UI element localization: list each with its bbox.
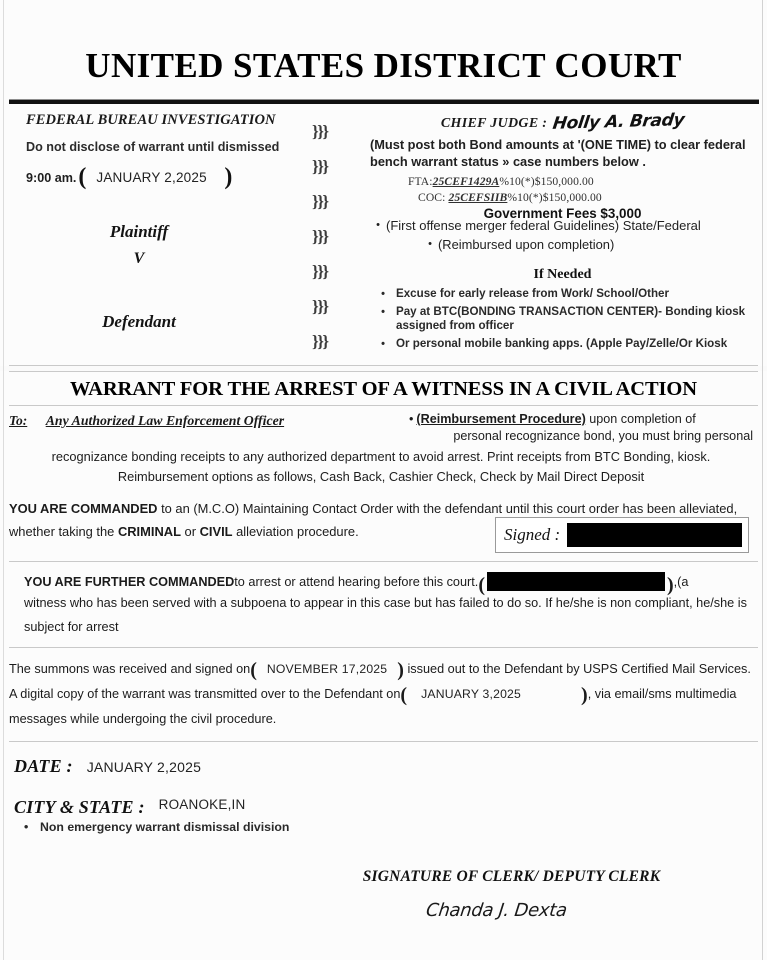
further-commanded-block [0,562,767,647]
commanded-body-2: alleviation procedure. [232,523,359,539]
to-label: To: [9,412,28,428]
reimbursement-procedure-block [409,411,753,446]
paren-open-icon: ( [400,684,408,707]
further-commanded-trailing: ,(a [673,574,689,589]
criminal-keyword: CRIMINAL [117,523,181,539]
summons-block [0,648,767,740]
city-state-label: CITY & STATE : [14,796,145,817]
commanded-lead: YOU ARE COMMANDED [9,501,158,517]
brace-glyph: }}} [312,121,328,141]
bullet-icon: • [381,305,385,318]
bullet-icon: • [428,237,432,250]
brace-glyph: }}} [312,296,328,316]
coc-amount: %10(*)$150,000.00 [507,190,602,204]
summons-part-3: , via email/sms multimedia messages while undergoing the civil procedure. [9,687,737,726]
brace-glyph: }}} [312,261,328,281]
fta-case-line [408,174,755,190]
signature-redaction-bar [567,523,742,547]
plaintiff-label: Plaintiff [109,222,169,242]
paren-open-icon: ( [78,163,87,190]
caption-left-column [12,112,312,359]
bond-posting-instructions: (Must post both Bond amounts at '(ONE TIME) to clear federal bench warrant status » case numbers below . [370,136,746,169]
coc-case-line [418,190,755,206]
brace-glyph: }}} [312,331,328,351]
bullet-icon: • [381,287,385,300]
further-commanded-rest: witness who has been served with a subpoena to appear in this case but has failed to do so. If he/she is non compliant, he/she is subject for arrest [24,596,747,634]
warrant-title: WARRANT FOR THE ARREST OF A WITNESS IN A CIVIL ACTION [70,377,697,400]
masthead [0,48,767,91]
reimbursement-line-4: Reimbursement options as follows, Cash Back, Cashier Check, Check by Mail Direct Deposit [117,469,645,485]
reimbursement-procedure-heading: (Reimbursement Procedure) [416,411,586,426]
paren-close-icon: ) [397,659,404,682]
bullet-icon: • [24,819,29,834]
if-needed-item-text: Excuse for early release from Work/ School/Other [396,286,669,300]
hearing-time-row [26,163,312,190]
brace-glyph: }}} [312,156,328,176]
commanded-block [0,491,767,545]
addressed-to-left [9,411,409,430]
addressed-to-row [9,411,753,446]
fta-case-number: 25CEF1429A [432,175,500,189]
defendant-label: Defendant [102,312,176,332]
page-top-margin [0,0,767,48]
to-value: Any Authorized Law Enforcement Officer [45,412,285,428]
first-offense-note: (First offense merger federal Guidelines) State/Federal [386,218,701,234]
city-state-row [14,797,753,818]
list-item [370,305,755,335]
caption-brace-column [312,112,364,359]
page-title: UNITED STATES DISTRICT COURT [85,46,682,85]
chief-judge-signature: Holly A. Brady [551,109,686,134]
caption-right-column [364,109,755,359]
clerk-signature-block [14,868,753,921]
hearing-time-label: 9:00 am. [26,170,77,185]
fta-amount: %10(*)$150,000.00 [499,175,594,189]
if-needed-item-text: Pay at BTC(BONDING TRANSACTION CENTER)- Bonding kiosk assigned from officer [396,304,746,333]
caption-block [0,104,767,365]
summons-received-date-field[interactable]: NOVEMBER 17,2025 [266,662,388,677]
if-needed-heading: If Needed [533,266,592,282]
hearing-date-field[interactable]: JANUARY 2,2025 [96,170,207,186]
bullet-icon: • [381,338,385,351]
fta-prefix: FTA: [408,175,433,189]
footer-block [0,742,767,921]
summons-part-1: The summons was received and signed on [9,662,251,677]
signed-label: Signed : [504,525,561,545]
reimbursed-note-row [370,237,755,253]
bullet-icon: • [376,219,380,232]
government-fees-label: Government Fees $3,000 [483,206,642,222]
if-needed-list [370,287,755,352]
chief-judge-row [370,109,755,134]
further-commanded-mid: to arrest or attend hearing before this court. [234,574,479,589]
list-item [370,287,755,302]
list-item [370,337,755,352]
reimbursement-line-1: upon completion of [589,411,696,426]
summons-transmitted-date-field[interactable]: JANUARY 3,2025 [421,687,522,702]
further-commanded-line-1: YOU ARE FURTHER COMMANDED to arrest or attend hearing before this court. ( ) ,(a [24,573,689,596]
dismissal-division-note-row [14,820,753,834]
clerk-signature-title: SIGNATURE OF CLERK/ DEPUTY CLERK [362,867,661,885]
reimbursed-note: (Reimbursed upon completion) [438,236,615,252]
reimbursement-line-3: recognizance bonding receipts to any authorized department to avoid arrest. Print receipts from BTC Bonding, kiosk. [51,448,711,464]
paren-close-icon: ) [581,684,588,707]
summons-part-2: issued out to the Defendant by USPS Certified Mail Services. A digital copy of the warrant was transmitted over to the Defendant on [9,662,751,702]
paren-close-icon: ) [224,163,233,190]
date-label: DATE : [14,755,73,776]
further-commanded-lead: YOU ARE FURTHER COMMANDED [24,574,235,589]
non-disclosure-notice: Do not disclose of warrant until dismissed [26,139,280,154]
brace-glyph: }}} [312,191,328,211]
bullet-icon: • [409,411,414,426]
coc-case-number: 25CEFSIIB [448,190,508,204]
dismissal-division-note: Non emergency warrant dismissal division [40,819,290,834]
signed-box[interactable] [495,517,749,553]
clerk-signature: Chanda J. Dexta [424,899,569,921]
warrant-title-band [0,372,767,405]
city-state-value-field[interactable]: ROANOKE,IN [158,796,246,812]
paren-open-icon: ( [250,659,257,682]
chief-judge-label: CHIEF JUDGE : [440,115,548,131]
witness-name-redaction-bar [487,572,665,591]
date-value-field[interactable]: JANUARY 2,2025 [86,758,202,775]
commanded-body-1: to an (M.C.O) Maintaining Contact Order with the defendant until this court order has been alleviated, whether taking the [9,501,738,539]
addressed-to-block [0,406,767,491]
brace-glyph: }}} [312,226,328,246]
civil-keyword: CIVIL [199,523,233,539]
coc-prefix: COC: [418,190,446,204]
date-row [14,756,753,777]
agency-name: FEDERAL BUREAU INVESTIGATION [26,111,276,128]
versus-label: V [133,250,145,268]
reimbursement-line-2: personal recognizance bond, you must bring personal [453,429,753,444]
commanded-conjunction: or [180,523,200,539]
if-needed-item-text: Or personal mobile banking apps. (Apple Pay/Zelle/Or Kiosk [396,337,728,351]
